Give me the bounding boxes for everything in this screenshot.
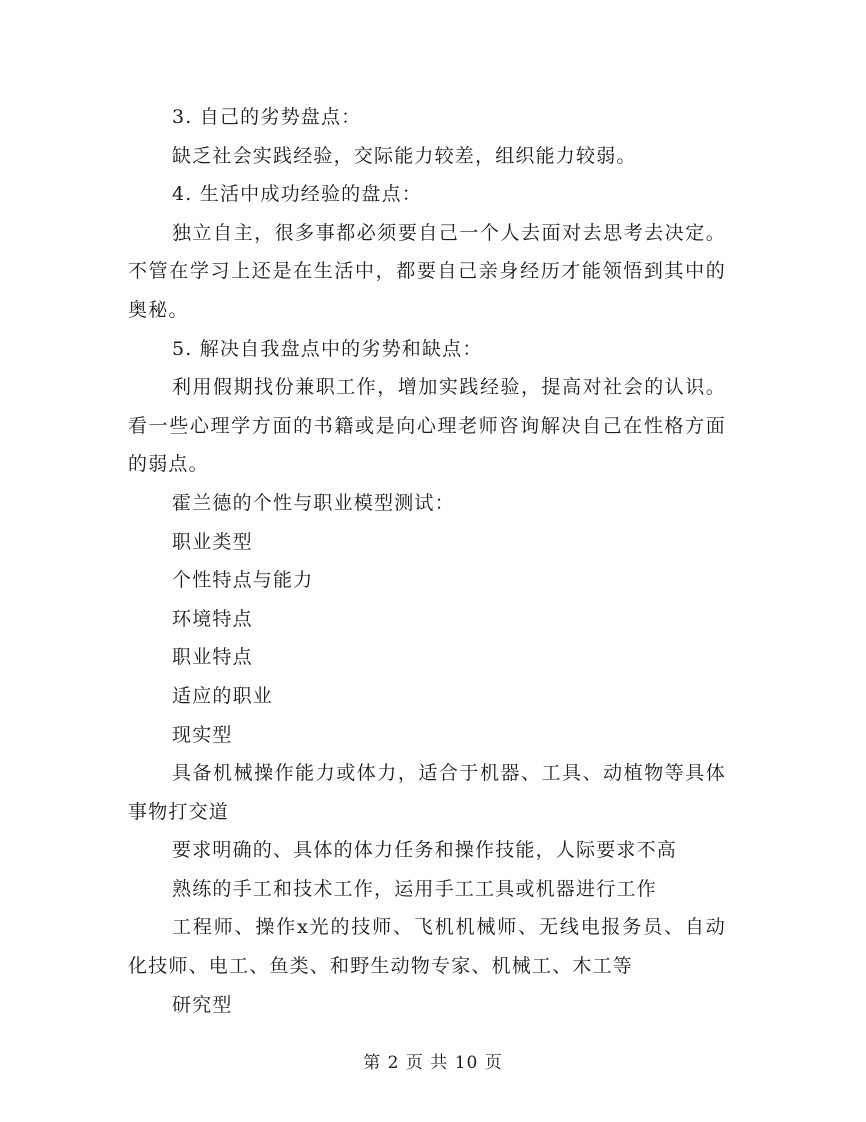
paragraph-investigative: 研究型 [172, 993, 233, 1016]
paragraph-heading-weaknesses: 3. 自己的劣势盘点： [172, 106, 362, 128]
paragraph-realistic-careers: 工程师、操作x光的技师、飞机机械师、无线电报务员、自动化技师、电工、鱼类、和野生动物专家、机械工、木工等 [128, 916, 726, 978]
document-body [128, 98, 726, 1024]
paragraph-success: 独立自主，很多事都必须要自己一个人去面对去思考去决定。不管在学习上还是在生活中，都要自己亲身经历才能领悟到其中的奥秘。 [128, 221, 726, 321]
paragraph-career-type: 职业类型 [172, 530, 253, 553]
paragraph-career-features: 职业特点 [172, 646, 253, 669]
paragraph-realistic-features: 熟练的手工和技术工作，运用手工工具或机器进行工作 [172, 877, 657, 900]
paragraph-realistic-environment: 要求明确的、具体的体力任务和操作技能，人际要求不高 [172, 839, 678, 862]
paragraph-suitable-careers: 适应的职业 [172, 684, 274, 707]
paragraph-solutions: 利用假期找份兼职工作，增加实践经验，提高对社会的认识。看一些心理学方面的书籍或是向心理老师咨询解决自己在性格方面的弱点。 [128, 376, 726, 476]
paragraph-weaknesses: 缺乏社会实践经验，交际能力较差，组织能力较弱。 [172, 144, 637, 167]
page-footer: 第 2 页 共 10 页 [363, 1053, 503, 1073]
paragraph-heading-success: 4. 生活中成功经验的盘点： [172, 183, 422, 206]
paragraph-environment: 环境特点 [172, 607, 253, 630]
paragraph-realistic: 现实型 [172, 723, 233, 746]
paragraph-realistic-traits: 具备机械操作能力或体力，适合于机器、工具、动植物等具体事物打交道 [128, 762, 726, 823]
paragraph-holland-test: 霍兰德的个性与职业模型测试： [172, 491, 455, 514]
paragraph-traits: 个性特点与能力 [172, 569, 314, 592]
paragraph-heading-solutions: 5. 解决自我盘点中的劣势和缺点： [172, 337, 483, 360]
